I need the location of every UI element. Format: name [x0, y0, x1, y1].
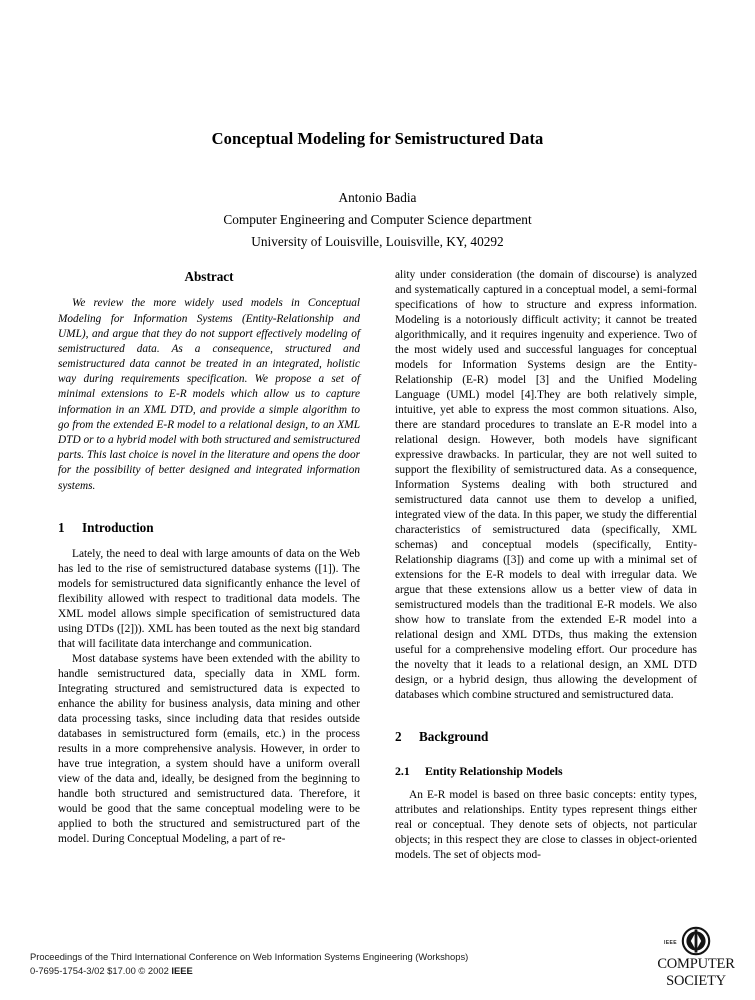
- footer-copyright-line: [30, 964, 468, 978]
- section-number: 1: [58, 519, 65, 535]
- author-department: Computer Engineering and Computer Science department: [223, 211, 532, 227]
- ieee-computer-society-logo: [652, 926, 740, 988]
- paragraph: An E-R model is based on three basic concepts: entity types, attributes and relationships. Entity types represent things either real or conceptual. They denote sets of objects, not particular objects; in this respect they are close to classes in object-oriented models. The set of objects mod-: [395, 789, 697, 862]
- section-heading-background: [395, 728, 697, 745]
- section-heading-entity-relationship-models: [395, 764, 697, 780]
- footer-isbn-price: 0-7695-1754-3/02 $17.00 © 2002: [30, 965, 172, 977]
- logo-word-computer: COMPUTER: [657, 956, 735, 972]
- author-name: Antonio Badia: [338, 190, 417, 206]
- section-title: Introduction: [82, 519, 154, 535]
- title-block: [58, 128, 697, 252]
- paragraph: Most database systems have been extended with the ability to handle semistructured data, specially data in XML form. Integrating structured and semistructured data is expected to enhance the ability for business analysis, data mining and other data processing tasks, since including data that resides outside databases in semistructured form (emails, etc.) in the process results in a more comprehensive analysis. However, in order to have true integration, a system should have a uniform overall view of the data and, ideally, be designed from the beginning to handle both structured and semistructured data. Therefore, it would be good that the same conceptual modeling were to be applied to both the structured and semistructured part of the model. During Conceptual Modeling, a part of re-: [58, 653, 360, 845]
- section-title: Background: [419, 728, 489, 744]
- section-heading-introduction: [58, 519, 360, 536]
- abstract-heading: Abstract: [184, 269, 234, 284]
- footer-proceedings-line: Proceedings of the Third International Conference on Web Information Systems Engineering (Workshops): [30, 951, 469, 962]
- section-title: Entity Relationship Models: [425, 763, 563, 778]
- page-title: Conceptual Modeling for Semistructured Data: [211, 129, 544, 148]
- ieee-diamond-emblem-icon: [681, 926, 711, 956]
- abstract-body: We review the more widely used models in Conceptual Modeling for Information Systems (Entity-Relationship and UML), and argue that they do not support effectively modeling of semistructured data. As a consequence, structured and semistructured data cannot be treated in an integrated, holistic way during requirements specification. We propose a set of minimal extensions to E-R models which allow us to capture information in an XML DTD, and provide a simple algorithm to go from the extended E-R model to a relational design, to an XML DTD or to a hybrid model with both structured and semistructured parts. This last choice is novel in the literature and opens the door for the possibility of better designed and integrated information systems.: [58, 297, 360, 492]
- logo-emblem-wrap: [652, 926, 740, 956]
- author-block: [58, 187, 697, 252]
- section-number: 2: [395, 728, 402, 744]
- logo-word-society: SOCIETY: [666, 972, 726, 989]
- paragraph: ality under consideration (the domain of discourse) is analyzed and systematically captured in a conceptual model, a semi-formal specifications of how to structure and express information. Modeling is a notoriously difficult activity; it cannot be treated algorithmically, and it requires ingenuity and experience. Two of the most widely used and successful languages for conceptual models for Information Systems design are the Entity-Relationship (E-R) model [3] and the Unified Modeling Language (UML) model [4].They are both relatively simple, intuitive, yet able to express the most common situations. Also, there are standard procedures to translate an E-R model into a relational design. However, both models have significant expressive drawbacks. In particular, they are not well suited to support the flexibility of semistructured data. As a consequence, Information Systems dealing with both structured and semistructured data cannot use them to develop a unified, integrated view of the data. In this paper, we study the differential characteristics of semistructured data (specifically, XML schemas) and conceptual models (specifically, Entity-Relationship diagrams ([3]) and come up with a minimal set of extensions for the E-R models to deal with irregular data. We argue that these extensions allow us a better view of data in semistructured models than the traditional E-R models. We also show how to translate from the extended E-R model into a relational design and XML DTDs, thus making the extension useful for a comprehensive modeling effort. Our procedure has the novelty that it leads to a relational design, an XML DTD design, or a hybrid design, thus allowing the development of databases which combine structured and semistructured data.: [395, 269, 697, 701]
- author-affiliation: University of Louisville, Louisville, KY, 40292: [251, 233, 504, 249]
- logo-ieee-mark: IEEE: [664, 940, 677, 946]
- footer: [30, 950, 468, 978]
- section-number: 2.1: [395, 763, 410, 778]
- paragraph: Lately, the need to deal with large amounts of data on the Web has led to the rise of semistructured database systems ([1]). The models for semistructured data significantly enhance the level of flexibility allowed with respect to traditional data models. The XML model allows simple specification of semistructured data using DTDs ([2])). XML has been touted as the next big standard that will facilitate data interchange and communication.: [58, 548, 360, 651]
- footer-ieee-label: IEEE: [171, 965, 193, 977]
- column-right: [395, 268, 697, 863]
- column-left: [58, 268, 360, 847]
